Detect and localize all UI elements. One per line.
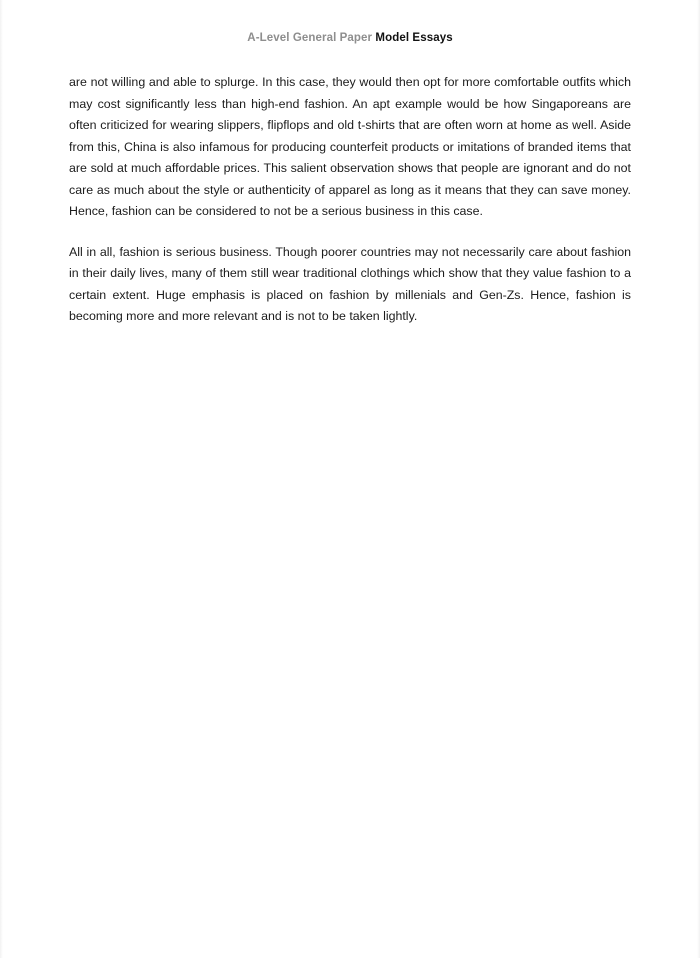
document-body [69, 72, 631, 328]
body-paragraph: are not willing and able to splurge. In this case, they would then opt for more comfortable outfits which may cost significantly less than high-end fashion. An apt example would be how Singaporeans are often criticized for wearing slippers, flipflops and old t-shirts that are often worn at home as well. Aside from this, China is also infamous for producing counterfeit products or imitations of branded items that are sold at much affordable prices. This salient observation shows that people are ignorant and do not care as much about the style or authenticity of apparel as long as it means that they can save money. Hence, fashion can be considered to not be a serious business in this case. [69, 75, 631, 218]
page-header [0, 32, 700, 44]
header-title-bold: Model Essays [375, 32, 453, 44]
body-paragraph: All in all, fashion is serious business. Though poorer countries may not necessarily care about fashion in their daily lives, many of them still wear traditional clothings which show that they value fashion to a certain extent. Huge emphasis is placed on fashion by millenials and Gen-Zs. Hence, fashion is becoming more and more relevant and is not to be taken lightly. [69, 244, 631, 323]
page-edge-shadow-left [0, 0, 3, 958]
header-title-light: A-Level General Paper [247, 32, 373, 44]
